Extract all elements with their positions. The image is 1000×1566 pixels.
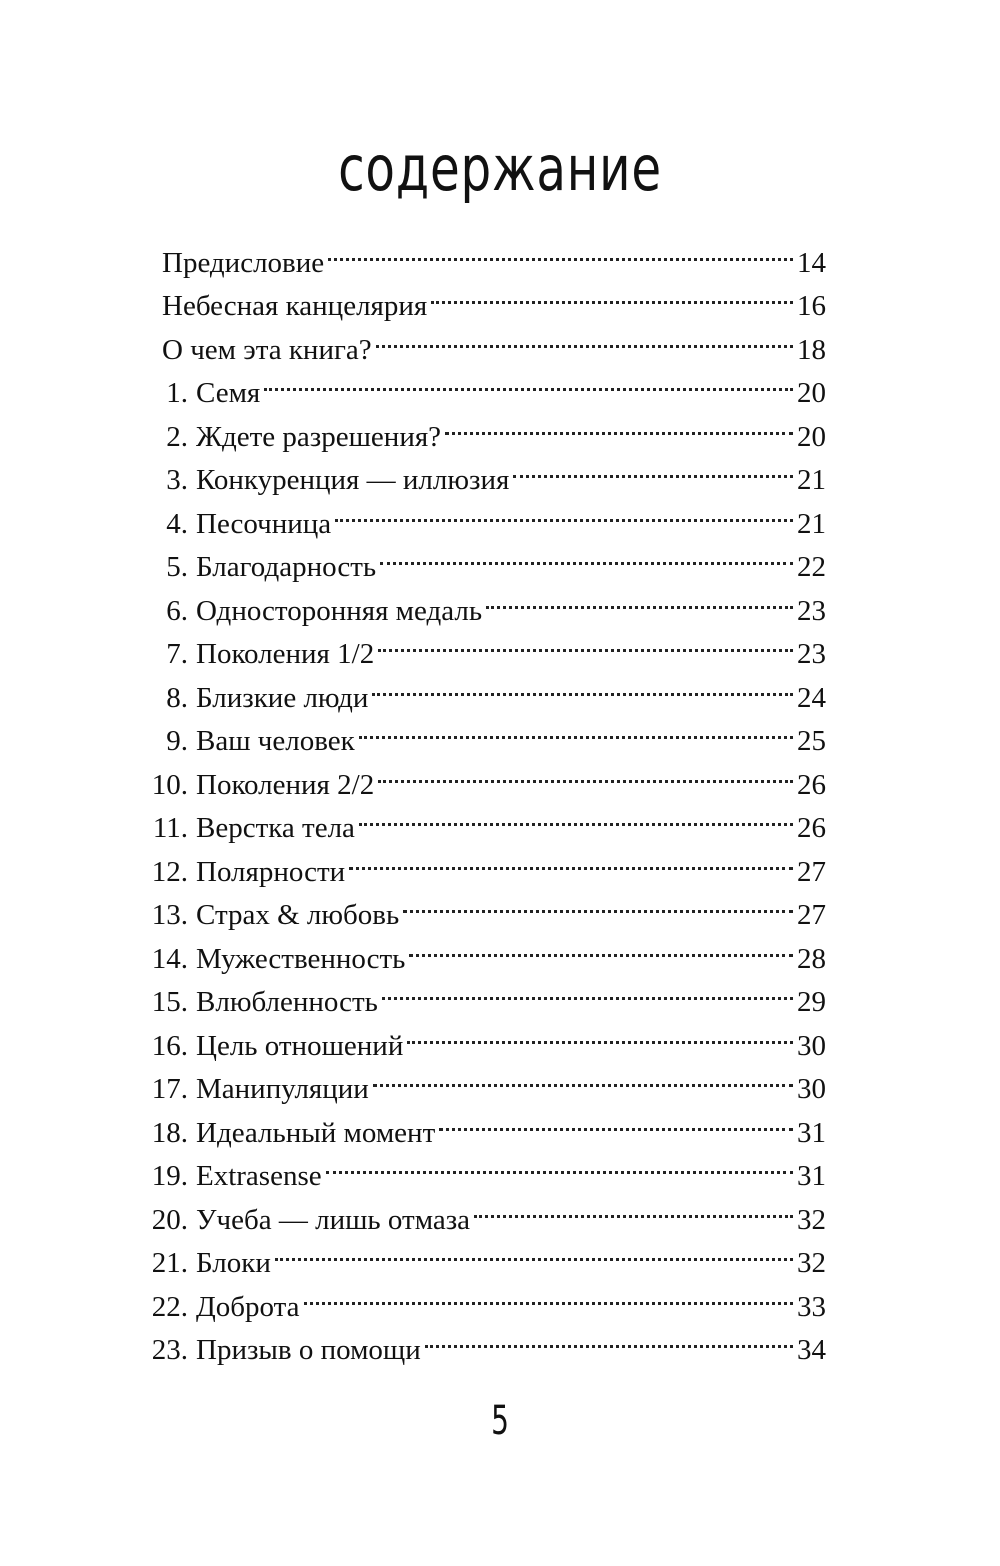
toc-entry-label: Страх & любовь <box>196 899 400 931</box>
toc-entry-page: 27 <box>797 855 826 888</box>
toc-dot-leader <box>403 881 793 925</box>
toc-entry-page: 34 <box>797 1334 826 1366</box>
toc-entry-number: 22. <box>151 1290 188 1323</box>
toc-entry-page: 21 <box>797 507 826 540</box>
toc-dot-leader <box>376 315 793 359</box>
toc-entry-label: Поколения 2/2 <box>196 768 375 801</box>
toc-entry-number: 9. <box>166 725 188 757</box>
toc-dot-leader <box>445 402 793 446</box>
toc-entry-label: Конкуренция — иллюзия <box>196 464 510 496</box>
toc-entry-page: 25 <box>797 725 826 757</box>
toc-entry-number: 10. <box>151 768 188 801</box>
toc-dot-leader <box>304 1272 793 1316</box>
toc-entry-number: 20. <box>151 1203 188 1236</box>
toc-entry-label: Идеальный момент <box>196 1116 436 1149</box>
toc-entry-label: Блоки <box>196 1247 271 1279</box>
toc-dot-leader <box>486 576 793 620</box>
toc-dot-leader <box>474 1185 793 1229</box>
toc-entry-label: Семя <box>196 377 261 409</box>
toc-entry-label: Мужественность <box>196 942 406 975</box>
toc-entry-number: 3. <box>166 464 188 496</box>
toc-entry-page: 26 <box>797 768 826 801</box>
toc-entry-page: 14 <box>797 246 826 279</box>
toc-entry-label: Extrasense <box>196 1160 322 1192</box>
toc-entry-page: 22 <box>797 551 826 583</box>
toc-entry-label: Ждете разрешения? <box>196 420 442 453</box>
toc-entry-page: 32 <box>797 1203 826 1236</box>
toc-dot-leader <box>359 794 793 838</box>
toc-dot-leader <box>373 1055 793 1099</box>
toc-entry-number: 6. <box>166 594 188 627</box>
toc-entry-label: Песочница <box>196 507 332 540</box>
toc-entry-number: 16. <box>151 1029 188 1062</box>
toc-entry-number: 7. <box>166 638 188 670</box>
toc-entry-label: Благодарность <box>196 551 377 583</box>
toc-entry-page: 20 <box>797 420 826 453</box>
toc-entry-page: 20 <box>797 377 826 409</box>
toc-dot-leader <box>326 1142 793 1186</box>
toc-entry[interactable] <box>148 228 826 279</box>
toc-dot-leader <box>264 359 793 403</box>
toc-entry-page: 24 <box>797 681 826 714</box>
toc-entry-label: Верстка тела <box>196 812 355 844</box>
toc-entry-page: 33 <box>797 1290 826 1323</box>
toc-dot-leader <box>382 968 793 1012</box>
toc-entry-number: 14. <box>151 942 188 975</box>
toc-entry-label: Призыв о помощи <box>196 1334 421 1366</box>
toc-entry-page: 28 <box>797 942 826 975</box>
toc-dot-leader <box>425 1316 793 1360</box>
toc-entry-number: 21. <box>151 1247 188 1279</box>
toc-entry-label: Предисловие <box>162 246 325 279</box>
toc-entry-label: Полярности <box>196 855 346 888</box>
toc-entry-number: 23. <box>151 1334 188 1366</box>
toc-entry-label: Учеба — лишь отмаза <box>196 1203 471 1236</box>
table-of-contents <box>148 228 826 1366</box>
toc-dot-leader <box>328 228 793 272</box>
toc-entry-label: Манипуляции <box>196 1073 369 1105</box>
toc-entry-label: О чем эта книга? <box>162 333 372 366</box>
toc-entry-page: 23 <box>797 594 826 627</box>
toc-entry-page: 30 <box>797 1073 826 1105</box>
toc-entry-label: Односторонняя медаль <box>196 594 483 627</box>
toc-entry-number: 1. <box>166 377 188 409</box>
toc-entry-page: 21 <box>797 464 826 496</box>
toc-dot-leader <box>372 663 793 707</box>
page-title: содержание <box>338 132 662 205</box>
toc-entry-label: Цель отношений <box>196 1029 404 1062</box>
toc-entry-label: Небесная канцелярия <box>162 290 428 322</box>
toc-dot-leader <box>380 533 793 577</box>
toc-entry-page: 31 <box>797 1116 826 1149</box>
toc-entry-number: 15. <box>151 986 188 1018</box>
toc-entry-label: Влюбленность <box>196 986 378 1018</box>
toc-entry-number: 13. <box>151 899 188 931</box>
toc-entry-label: Поколения 1/2 <box>196 638 375 670</box>
toc-entry-page: 23 <box>797 638 826 670</box>
toc-entry-label: Доброта <box>196 1290 300 1323</box>
toc-entry-number: 11. <box>152 812 188 844</box>
toc-entry-page: 18 <box>797 333 826 366</box>
toc-dot-leader <box>349 837 793 881</box>
toc-entry-page: 31 <box>797 1160 826 1192</box>
toc-entry-number: 8. <box>166 681 188 714</box>
toc-entry-number: 17. <box>151 1073 188 1105</box>
toc-entry-number: 18. <box>151 1116 188 1149</box>
toc-dot-leader <box>409 924 793 968</box>
toc-dot-leader <box>335 489 793 533</box>
toc-entry-label: Близкие люди <box>196 681 369 714</box>
toc-entry-page: 29 <box>797 986 826 1018</box>
toc-entry-number: 2. <box>166 420 188 453</box>
toc-entry-number: 5. <box>166 551 188 583</box>
toc-entry-page: 27 <box>797 899 826 931</box>
toc-entry-number: 12. <box>151 855 188 888</box>
toc-dot-leader <box>439 1098 793 1142</box>
toc-entry-page: 26 <box>797 812 826 844</box>
toc-dot-leader <box>378 620 793 664</box>
toc-dot-leader <box>513 446 793 490</box>
page-number: 5 <box>491 1398 509 1444</box>
toc-dot-leader <box>431 272 793 316</box>
toc-entry-page: 32 <box>797 1247 826 1279</box>
toc-entry-page: 30 <box>797 1029 826 1062</box>
toc-dot-leader <box>407 1011 793 1055</box>
toc-dot-leader <box>378 750 793 794</box>
toc-dot-leader <box>359 707 793 751</box>
toc-entry-number: 4. <box>166 507 188 540</box>
toc-dot-leader <box>275 1229 793 1273</box>
toc-entry-number: 19. <box>151 1160 188 1192</box>
toc-entry-label: Ваш человек <box>196 725 355 757</box>
toc-entry-page: 16 <box>797 290 826 322</box>
